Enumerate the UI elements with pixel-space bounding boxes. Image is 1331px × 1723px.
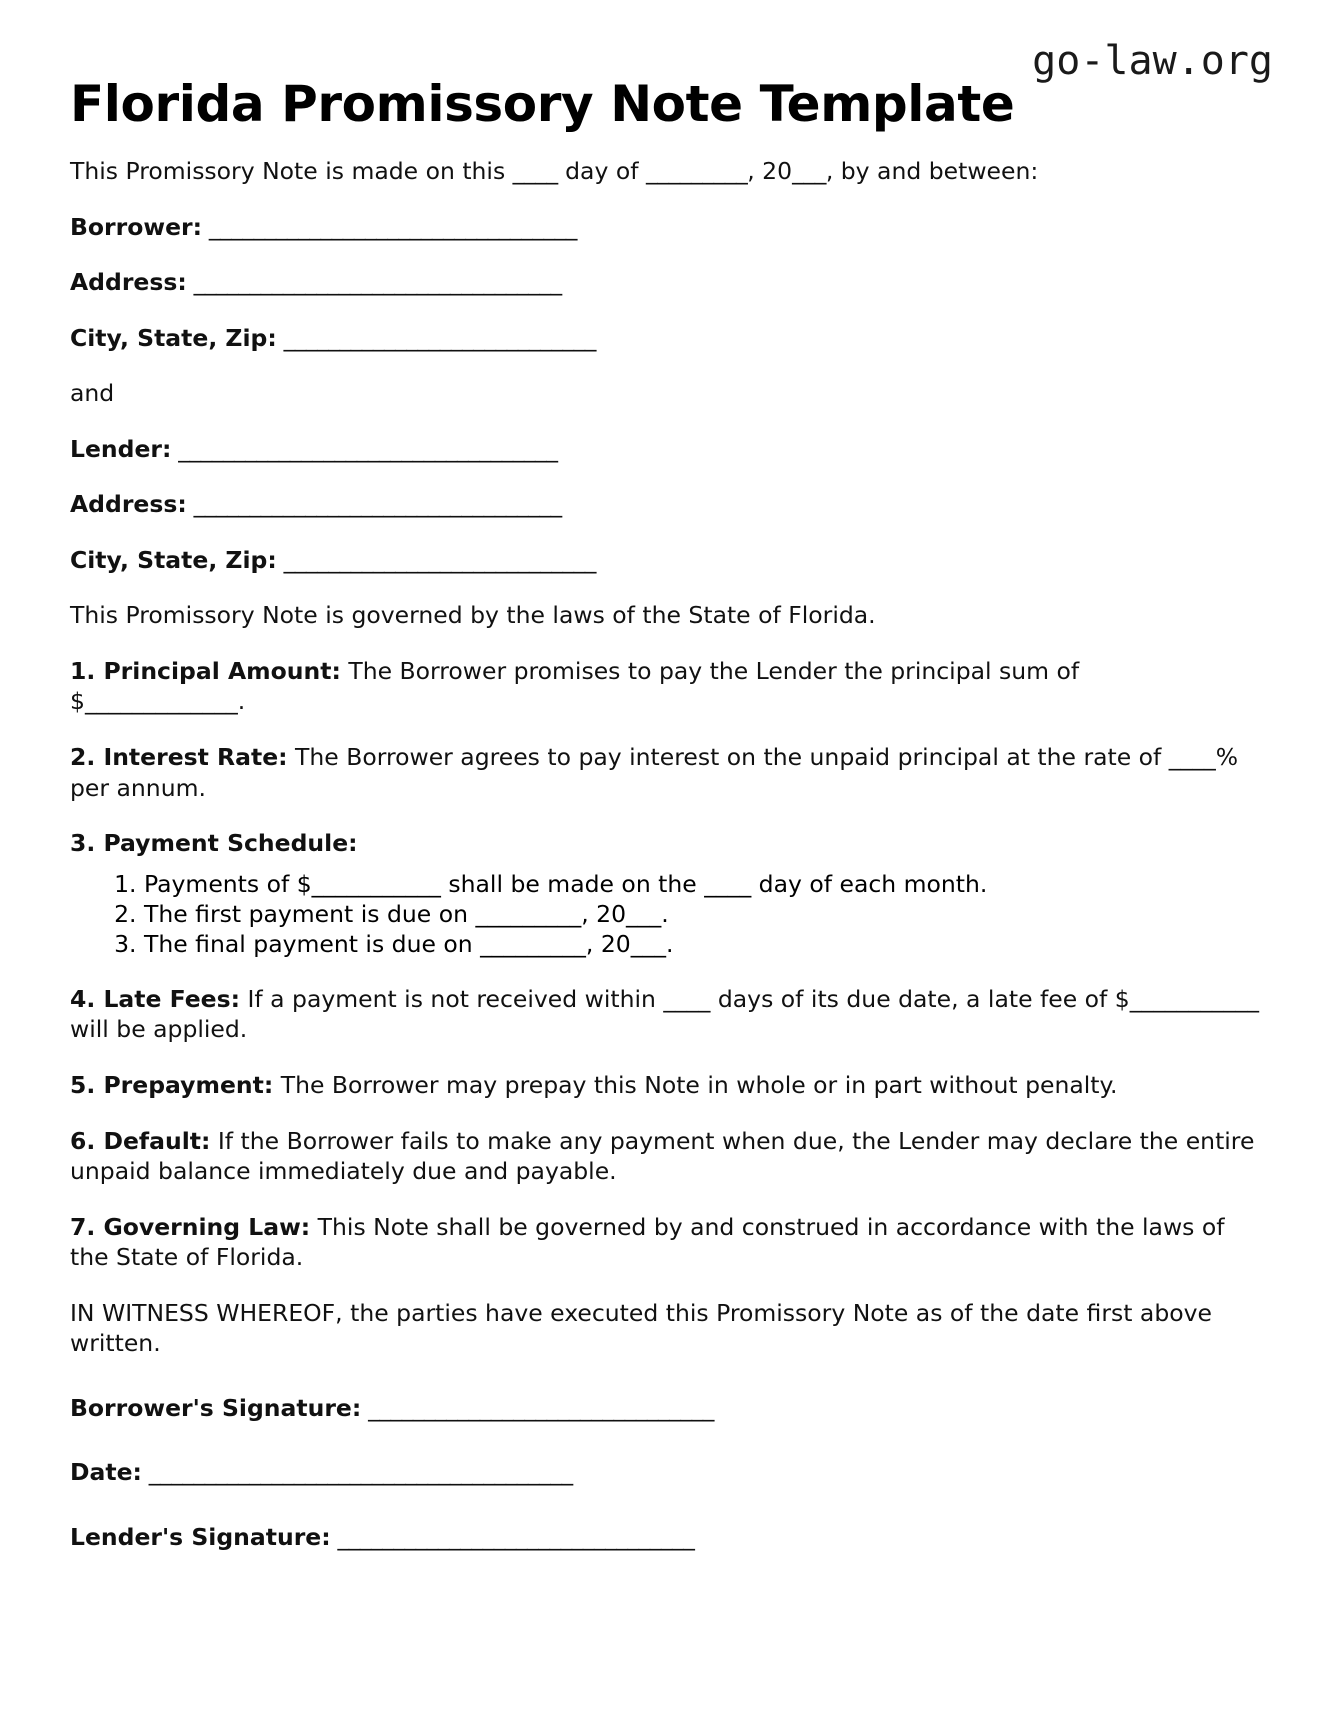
field-label-borrower-city: City, State, Zip: [70,323,277,352]
section-governing-law [70,1212,1261,1273]
signature-label-borrower: Borrower's Signature: [70,1393,362,1422]
section-heading-2: 2. Interest Rate: [70,743,288,772]
section-interest-rate [70,742,1261,803]
field-label-borrower-address: Address: [70,268,187,297]
section-heading-5: 5. Prepayment: [70,1070,274,1099]
field-line-lender-address[interactable]: _________________________________ [186,490,562,519]
signature-lender [70,1522,1261,1553]
field-lender-city [70,545,1261,576]
field-borrower-name [70,212,1261,243]
field-label-lender: Lender: [70,434,172,463]
intro-text-part4: , by and between: [825,157,1039,185]
field-line-lender[interactable]: __________________________________ [171,434,558,463]
field-borrower-address [70,267,1261,298]
section-late-fees [70,984,1261,1045]
intro-text-part2: day of [557,157,646,185]
intro-blank-month: _________ [645,157,748,185]
section-body-6: If the Borrower fails to make any payment when due, the Lender may declare the entire unpaid balance immediately due and payable. [70,1126,1255,1186]
intro-blank-year: ___ [792,157,826,185]
signature-label-lender: Lender's Signature: [70,1522,331,1551]
section-heading-3: 3. Payment Schedule: [70,829,358,858]
signature-borrower [70,1393,1261,1424]
intro-text-part1: This Promissory Note is made on this [70,157,513,185]
list-item: 3. The final payment is due on _________, 20___. [144,929,1261,959]
section-default [70,1126,1261,1187]
list-item: 2. The first payment is due on _________, 20___. [144,899,1261,929]
payment-schedule-list [70,869,1261,959]
section-heading-7: 7. Governing Law: [70,1212,311,1241]
signature-line-borrower[interactable]: _______________________________ [361,1393,714,1422]
field-line-borrower-city[interactable]: ____________________________ [276,323,596,352]
field-lender-name [70,434,1261,465]
list-item: 1. Payments of $___________ shall be made on the ____ day of each month. [144,869,1261,899]
field-label-lender-address: Address: [70,490,187,519]
section-body-4: If a payment is not received within ____ days of its due date, a late fee of $___________ will be applied. [70,984,1259,1044]
section-body-7: This Note shall be governed by and construed in accordance with the laws of the State of Florida. [70,1212,1225,1272]
field-lender-address [70,489,1261,520]
section-body-2: The Borrower agrees to pay interest on the unpaid principal at the rate of ____% per annum. [70,743,1239,802]
governing-law-statement: This Promissory Note is governed by the laws of the State of Florida. [70,601,876,630]
signature-date [70,1457,1261,1488]
field-line-borrower[interactable]: _________________________________ [202,212,577,241]
field-line-borrower-address[interactable]: _________________________________ [186,268,562,297]
intro-paragraph [70,156,1261,187]
field-borrower-city [70,323,1261,354]
field-label-borrower: Borrower: [70,212,203,241]
section-body-1: The Borrower promises to pay the Lender the principal sum of $_____________. [70,656,1080,716]
field-label-lender-city: City, State, Zip: [70,545,277,574]
section-prepayment [70,1070,1261,1101]
section-principal-amount [70,656,1261,717]
signature-line-date[interactable]: ______________________________________ [141,1458,573,1487]
conjunction-and: and [70,379,115,408]
intro-text-part3: , 20 [747,157,793,185]
signature-label-date: Date: [70,1458,142,1487]
signature-line-lender[interactable]: ________________________________ [330,1522,695,1551]
page-title: Florida Promissory Note Template [70,75,1015,133]
intro-blank-day: ____ [512,157,558,185]
section-heading-4: 4. Late Fees: [70,984,241,1013]
section-payment-schedule [70,828,1261,859]
site-watermark: go-law.org [1032,38,1273,84]
witness-clause: IN WITNESS WHEREOF, the parties have executed this Promissory Note as of the date first above written. [70,1298,1212,1358]
section-heading-6: 6. Default: [70,1126,211,1155]
section-heading-1: 1. Principal Amount: [70,656,341,685]
section-body-5: The Borrower may prepay this Note in whole or in part without penalty. [273,1070,1118,1099]
field-line-lender-city[interactable]: ____________________________ [276,545,596,574]
